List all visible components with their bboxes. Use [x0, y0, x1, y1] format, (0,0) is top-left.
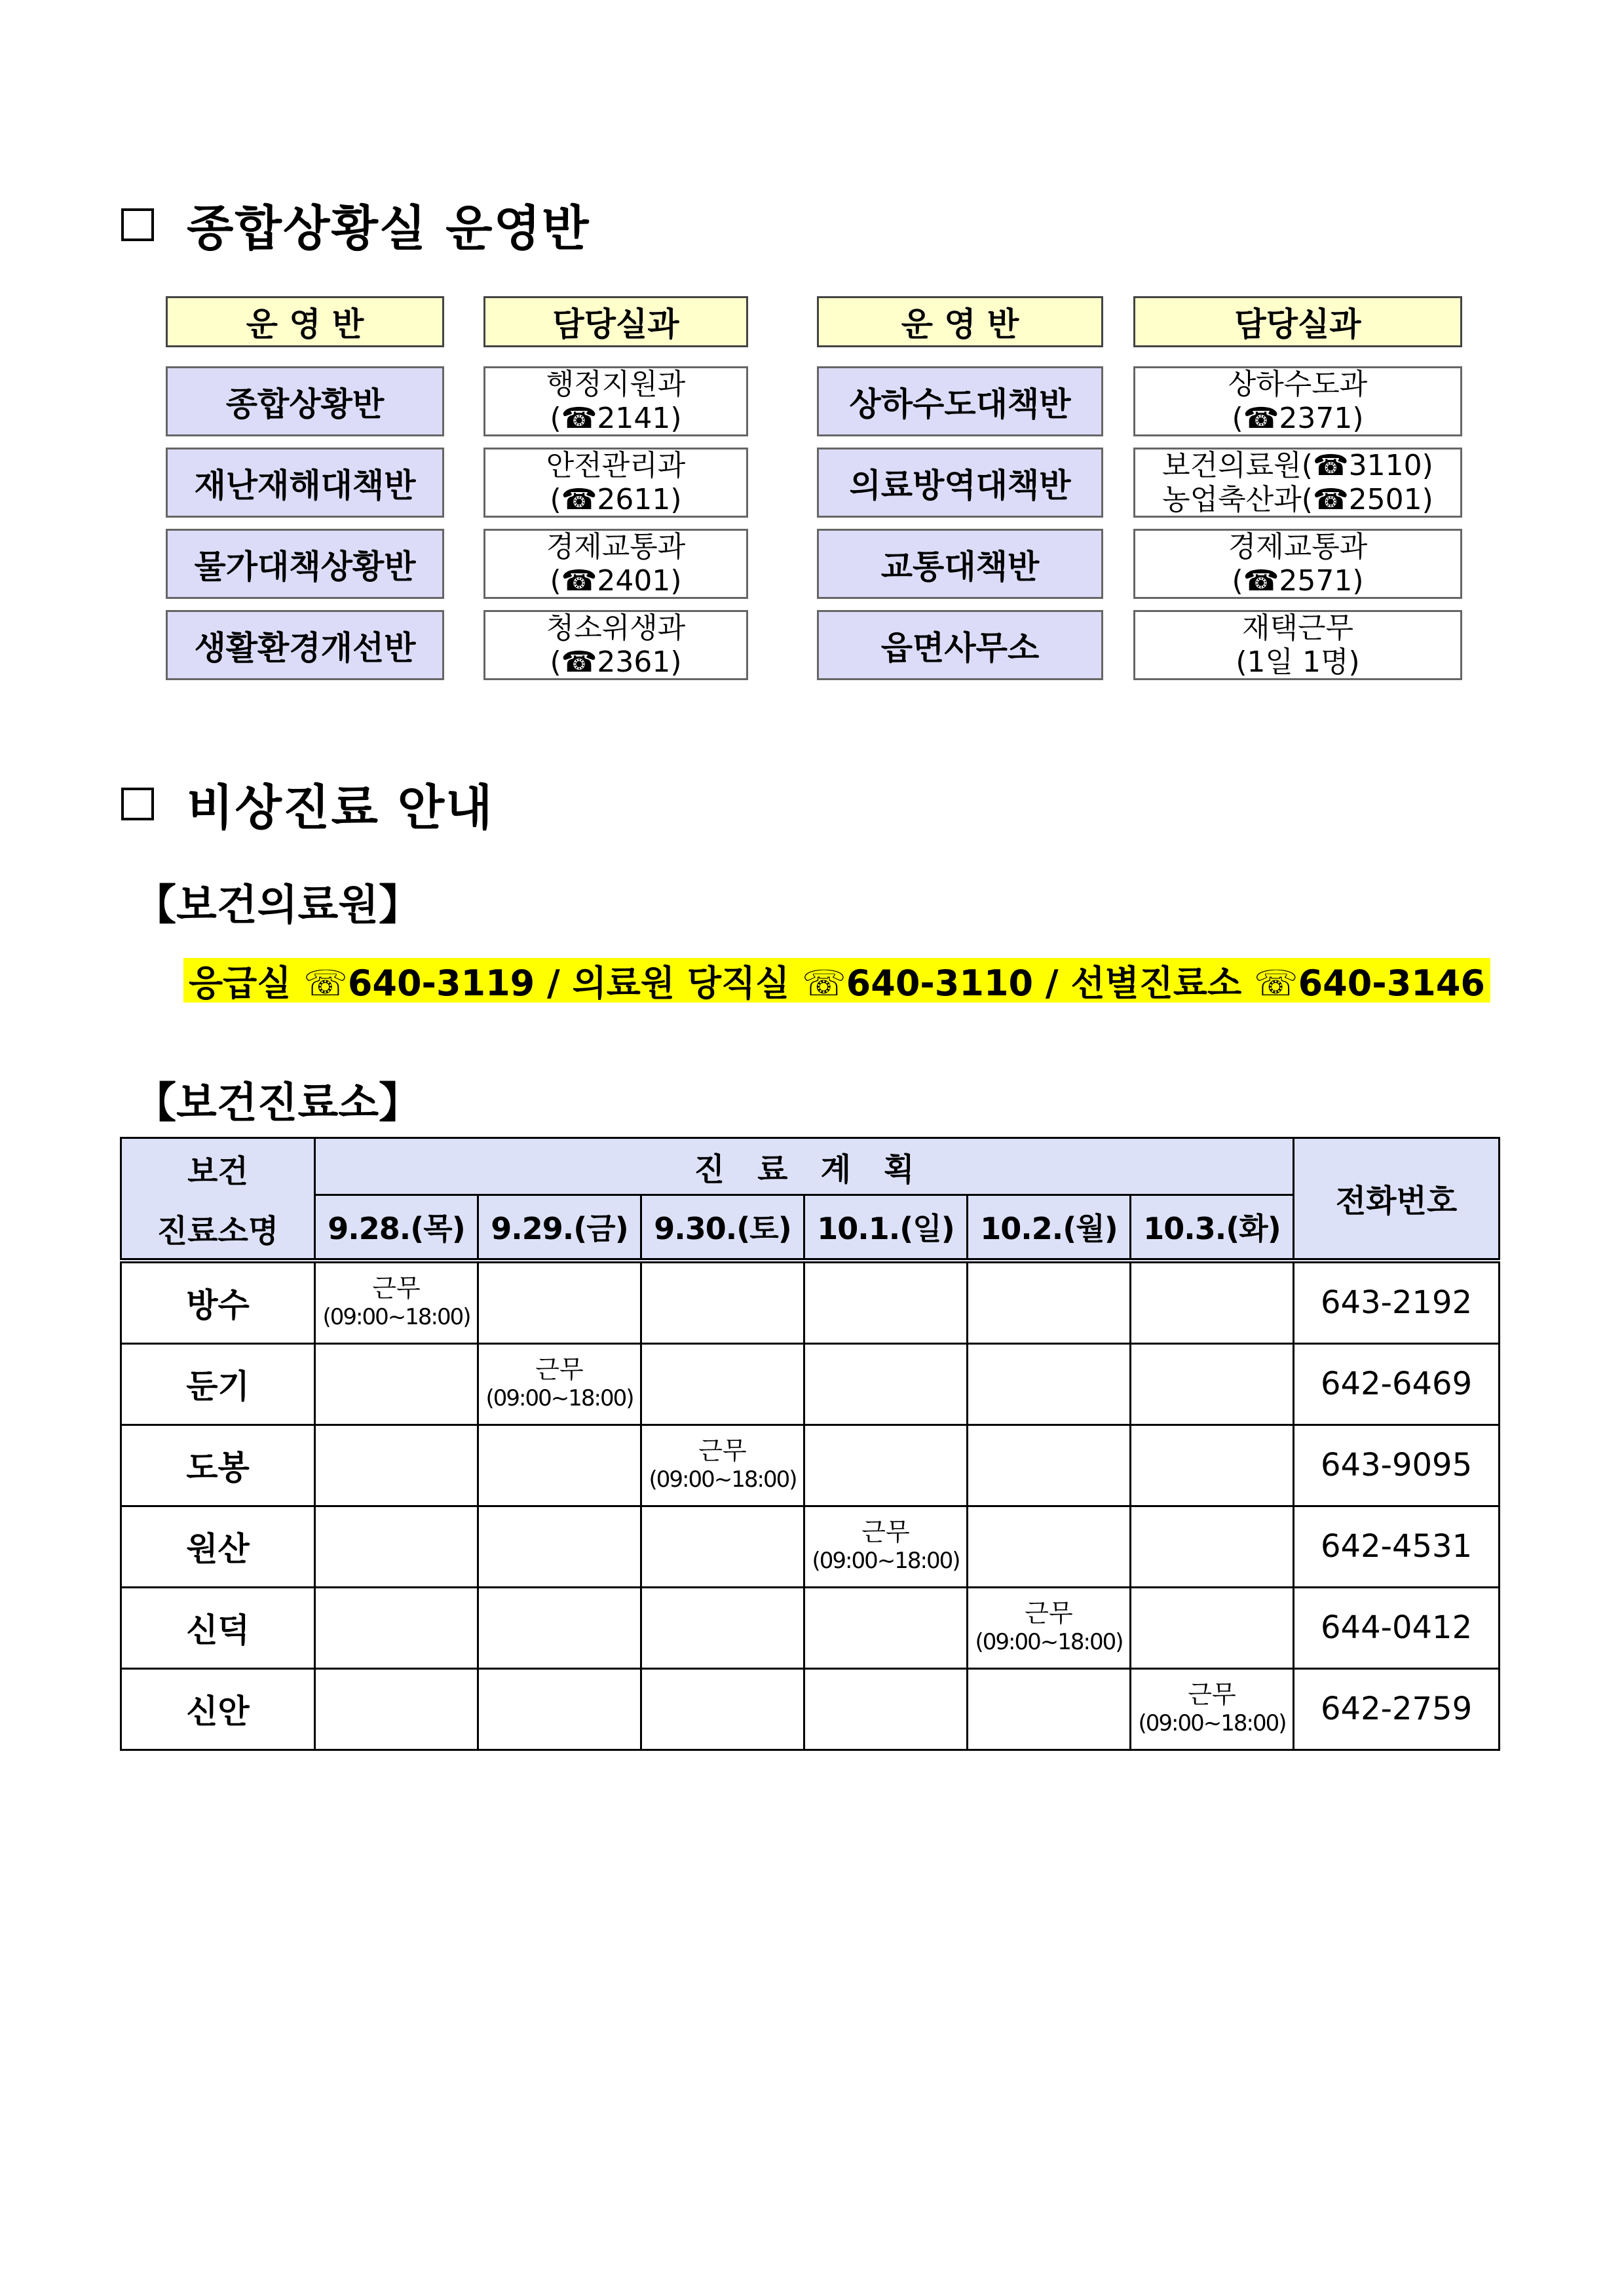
- schedule-cell: [1131, 1425, 1294, 1506]
- section-title: 종합상황실 운영반: [187, 201, 590, 257]
- team-cell: 교통대책반: [817, 529, 1103, 599]
- work-hours: (09:00~18:00): [649, 1466, 797, 1493]
- header-date: 10.1.(일): [804, 1195, 968, 1261]
- table-row: [121, 1668, 1500, 1750]
- dept-phone: (1일 1명): [1236, 645, 1360, 679]
- schedule-cell: [968, 1343, 1131, 1425]
- team-cell: 재난재해대책반: [166, 448, 444, 518]
- clinic-name: 둔기: [121, 1343, 315, 1425]
- schedule-cell: [478, 1506, 641, 1587]
- team-cell: 상하수도대책반: [817, 366, 1103, 436]
- section-heading-operations: [121, 190, 590, 259]
- clinic-phone: 642-6469: [1294, 1343, 1500, 1425]
- checkbox-square-icon: [121, 208, 154, 241]
- clinic-phone: 643-9095: [1294, 1425, 1500, 1506]
- header-date: 9.30.(토): [641, 1195, 804, 1261]
- clinic-phone: 642-4531: [1294, 1506, 1500, 1587]
- dept-name: 청소위생과: [546, 611, 686, 645]
- table-row: [121, 1506, 1500, 1587]
- header-name-line2: 진료소명: [157, 1212, 279, 1250]
- table-row: [121, 1261, 1500, 1344]
- dept-cell: [483, 610, 748, 680]
- schedule-cell: [641, 1425, 804, 1506]
- dept-cell: [483, 448, 748, 518]
- team-cell: 물가대책상황반: [166, 529, 444, 599]
- dept-phone: (☎2401): [550, 564, 682, 598]
- schedule-cell: [478, 1587, 641, 1668]
- schedule-cell: [1131, 1343, 1294, 1425]
- work-hours: (09:00~18:00): [1138, 1710, 1286, 1736]
- clinic-name: 원산: [121, 1506, 315, 1587]
- clinic-phone: 644-0412: [1294, 1587, 1500, 1668]
- schedule-cell: [1131, 1587, 1294, 1668]
- schedule-cell: [315, 1343, 478, 1425]
- clinic-rows: [121, 1261, 1500, 1750]
- medical-center-heading: 【보건의료원】: [134, 881, 421, 930]
- schedule-cell: [478, 1261, 641, 1344]
- team-cell: 생활환경개선반: [166, 610, 444, 680]
- dept-name: 보건의료원(☎3110): [1162, 448, 1433, 482]
- schedule-cell: [478, 1343, 641, 1425]
- schedule-cell: [478, 1668, 641, 1750]
- dept-phone: 농업축산과(☎2501): [1162, 482, 1433, 516]
- clinic-heading: 【보건진료소】: [134, 1079, 421, 1128]
- work-label: 근무: [535, 1355, 584, 1384]
- schedule-cell: [1131, 1668, 1294, 1750]
- header-dept-right: 담당실과: [1133, 296, 1462, 347]
- dept-cell: [483, 366, 748, 436]
- schedule-cell: [315, 1587, 478, 1668]
- header-dept-left: 담당실과: [483, 296, 748, 347]
- schedule-cell: [315, 1425, 478, 1506]
- schedule-cell: [968, 1668, 1131, 1750]
- dept-name: 경제교통과: [546, 529, 686, 564]
- schedule-cell: [1131, 1506, 1294, 1587]
- schedule-cell: [641, 1587, 804, 1668]
- work-label: 근무: [861, 1518, 910, 1546]
- schedule-cell: [804, 1668, 968, 1750]
- dept-cell: [1133, 448, 1462, 518]
- hotline-numbers: 응급실 ☏640-3119 / 의료원 당직실 ☏640-3110 / 선별진료소 ☏640-3146: [183, 958, 1490, 1003]
- table-row: [121, 1425, 1500, 1506]
- dept-phone: (☎2361): [550, 645, 682, 679]
- dept-cell: [1133, 366, 1462, 436]
- header-date: 9.29.(금): [478, 1195, 641, 1261]
- schedule-cell: [804, 1425, 968, 1506]
- header-clinic-name: [121, 1138, 315, 1261]
- schedule-cell: [804, 1261, 968, 1344]
- header-plan-label: 진 료 계 획: [694, 1151, 915, 1188]
- dept-phone: (☎2611): [550, 482, 682, 516]
- clinic-name: 신덕: [121, 1587, 315, 1668]
- dept-name: 재택근무: [1241, 611, 1353, 645]
- work-label: 근무: [1025, 1599, 1073, 1628]
- work-label: 근무: [372, 1274, 421, 1303]
- work-label: 근무: [698, 1436, 747, 1465]
- dept-phone: (☎2571): [1232, 564, 1364, 598]
- schedule-cell: [641, 1506, 804, 1587]
- clinic-name: 신안: [121, 1668, 315, 1750]
- schedule-cell: [315, 1506, 478, 1587]
- schedule-cell: [968, 1425, 1131, 1506]
- schedule-cell: [478, 1425, 641, 1506]
- work-hours: (09:00~18:00): [975, 1629, 1123, 1655]
- schedule-cell: [968, 1587, 1131, 1668]
- schedule-cell: [804, 1506, 968, 1587]
- schedule-cell: [804, 1587, 968, 1668]
- clinic-phone: 643-2192: [1294, 1261, 1500, 1344]
- header-team-right: 운 영 반: [817, 296, 1103, 347]
- header-date: 10.2.(월): [968, 1195, 1131, 1261]
- clinic-phone: 642-2759: [1294, 1668, 1500, 1750]
- table-row: [121, 1343, 1500, 1425]
- team-cell: 읍면사무소: [817, 610, 1103, 680]
- work-hours: (09:00~18:00): [812, 1548, 960, 1574]
- schedule-cell: [1131, 1261, 1294, 1344]
- header-plan: [315, 1138, 1294, 1195]
- table-row: [121, 1587, 1500, 1668]
- work-label: 근무: [1188, 1680, 1236, 1709]
- header-phone: 전화번호: [1294, 1138, 1500, 1261]
- schedule-cell: [968, 1261, 1131, 1344]
- header-team-left: 운 영 반: [166, 296, 444, 347]
- dept-phone: (☎2141): [550, 401, 682, 435]
- dept-cell: [483, 529, 748, 599]
- checkbox-square-icon: [121, 788, 154, 820]
- schedule-cell: [641, 1668, 804, 1750]
- schedule-cell: [315, 1261, 478, 1344]
- schedule-cell: [315, 1668, 478, 1750]
- section-title: 비상진료 안내: [187, 780, 494, 836]
- header-name-line1: 보건: [187, 1153, 248, 1190]
- team-cell: 의료방역대책반: [817, 448, 1103, 518]
- dept-name: 행정지원과: [546, 367, 686, 401]
- schedule-cell: [804, 1343, 968, 1425]
- schedule-cell: [641, 1343, 804, 1425]
- clinic-name: 방수: [121, 1261, 315, 1344]
- dept-cell: [1133, 610, 1462, 680]
- dept-name: 경제교통과: [1228, 529, 1368, 564]
- section-heading-emergency-care: [121, 769, 494, 839]
- clinic-schedule-table: [120, 1137, 1500, 1751]
- work-hours: (09:00~18:00): [485, 1385, 633, 1411]
- dept-phone: (☎2371): [1232, 401, 1364, 435]
- dept-name: 안전관리과: [546, 448, 686, 482]
- header-date: 9.28.(목): [315, 1195, 478, 1261]
- team-cell: 종합상황반: [166, 366, 444, 436]
- header-date: 10.3.(화): [1131, 1195, 1294, 1261]
- schedule-cell: [641, 1261, 804, 1344]
- work-hours: (09:00~18:00): [322, 1304, 470, 1330]
- dept-name: 상하수도과: [1228, 367, 1368, 401]
- clinic-name: 도봉: [121, 1425, 315, 1506]
- schedule-cell: [968, 1506, 1131, 1587]
- dept-cell: [1133, 529, 1462, 599]
